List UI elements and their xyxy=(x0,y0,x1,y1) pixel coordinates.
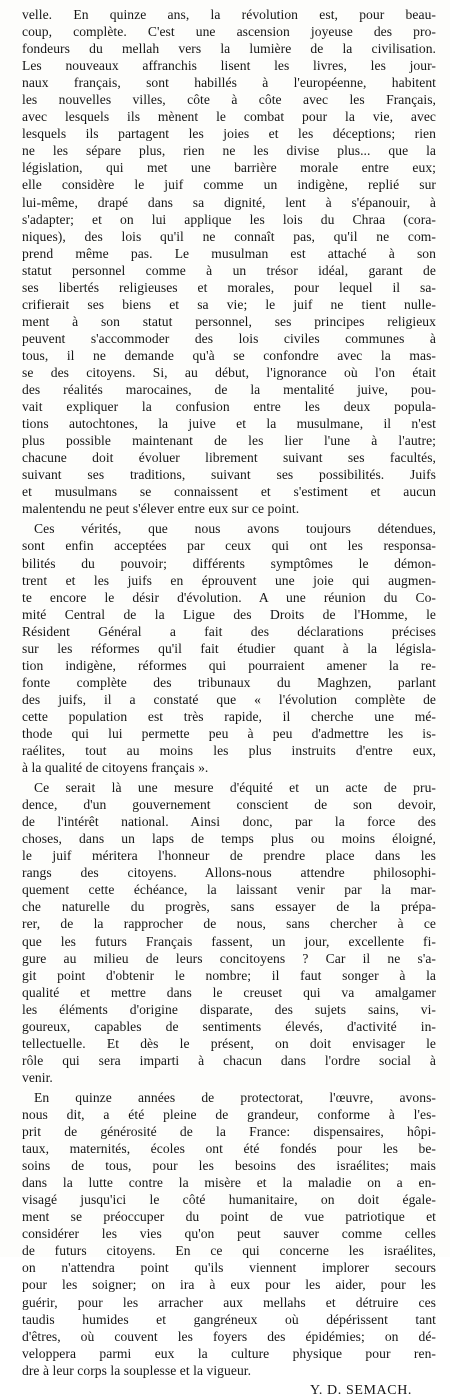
text-line: Résident Général a fait des déclarations précises xyxy=(22,623,436,639)
text-line: ment se préoccuper du point de vue patriotique et xyxy=(22,1209,436,1225)
paragraph xyxy=(22,1089,436,1379)
text-line: visagé jusqu'ici le côté humanitaire, on doit égale- xyxy=(22,1192,436,1208)
text-line: bilités du pouvoir; différents symptômes le démon- xyxy=(22,555,436,571)
text-line: te encore le désir d'évolution. A une réunion du Co- xyxy=(22,589,436,605)
text-line: qualité et mettre dans le creuset qui va amalgamer xyxy=(22,984,436,1000)
text-line: soins de tous, pour les besoins des israélites; mais xyxy=(22,1158,436,1174)
text-line: de futurs citoyens. En ce qui concerne les israélites, xyxy=(22,1243,436,1259)
text-line: thode qui lui permette peu à peu d'admettre les is- xyxy=(22,725,436,741)
text-line: trent et les juifs en éprouvent une joie qui augmen- xyxy=(22,572,436,588)
text-line: venir. xyxy=(22,1069,53,1085)
text-line: rôle qui sera imparti à chacun dans l'ordre social à xyxy=(22,1052,436,1068)
text-line: se des citoyens. Si, au début, l'ignorance où l'on était xyxy=(22,364,436,380)
text-line: cette population est très rapide, il cherche une mé- xyxy=(22,708,436,724)
text-line: gure au milieu de leurs concitoyens ? Car il ne s'a- xyxy=(22,950,436,966)
text-line: peuvent s'accommoder des lois civiles communes à xyxy=(22,330,436,346)
text-line: rer, de la rapprocher de nous, sans chercher à ce xyxy=(22,916,436,932)
text-line: lesquels ils partagent les joies et les déceptions; rien xyxy=(22,126,436,142)
text-line: statut personnel comme à un trésor idéal, garant de xyxy=(22,262,436,278)
text-line: le juif méritera l'honneur de prendre place dans les xyxy=(22,848,436,864)
text-line: à la qualité de citoyens français ». xyxy=(22,760,209,776)
text-line: s'adapter; et on lui applique les lois du Chraa (cora- xyxy=(22,211,436,227)
text-line: sont enfin acceptées par ceux qui ont les responsa- xyxy=(22,538,436,554)
paragraph xyxy=(22,520,436,776)
text-line: les nouvelles villes, côte à côte avec les Français, xyxy=(22,92,436,108)
text-line: dence, d'un gouvernement conscient de son devoir, xyxy=(22,797,436,813)
article-column xyxy=(22,6,436,1379)
text-line: prit de générosité de la France: dispensaires, hôpi- xyxy=(22,1124,436,1140)
text-line: coup, complète. C'est une ascension joyeuse des pro- xyxy=(22,24,436,40)
paragraph xyxy=(22,779,436,1086)
text-line: dans la lutte contre la misère et la maladie on a en- xyxy=(22,1175,436,1191)
text-line: fonte complète des tribunaux du Maghzen, parlant xyxy=(22,674,436,690)
text-line: pour les soigner; on ira à eux pour les aider, pour les xyxy=(22,1277,436,1293)
text-line: raélites, tout au moins les plus instruits d'entre eux, xyxy=(22,743,436,759)
text-line: ses libertés religieuses et morales, pour lequel il sa- xyxy=(22,279,436,295)
text-line: ment à son statut personnel, ses principes religieux xyxy=(22,313,436,329)
text-line: malentendu ne peut s'élever entre eux sur ce point. xyxy=(22,501,300,517)
text-line: Ces vérités, que nous avons toujours détendues, xyxy=(34,521,436,537)
text-line: Ce serait là une mesure d'équité et un acte de pru- xyxy=(34,780,436,796)
text-line: lui-même, drapé dans sa dignité, lent à s'épanouir, à xyxy=(22,194,436,210)
text-line: niques), des lois qu'il ne connaît pas, qu'il ne com- xyxy=(22,228,436,244)
text-line: dre à leur corps la souplesse et la vigueur. xyxy=(22,1362,252,1378)
text-line: que les futurs Français fassent, un jour, excellente fi- xyxy=(22,933,436,949)
text-line: elle considère le juif comme un indigène, replié sur xyxy=(22,177,436,193)
text-line: avec lesquels ils mènent le combat pour la vie, avec xyxy=(22,109,436,125)
text-line: et musulmans se connaissent et s'estiment et aucun xyxy=(22,484,436,500)
text-line: considérer les vies qu'on peut sauver comme celles xyxy=(22,1226,436,1242)
paragraph xyxy=(22,6,436,517)
text-line: quement cette échéance, la laissant venir par la mar- xyxy=(22,882,436,898)
text-line: on n'attendra point qu'ils viennent implorer secours xyxy=(22,1260,436,1276)
text-line: chacune doit évoluer librement suivant ses facultés, xyxy=(22,450,436,466)
text-line: taux, maternités, écoles ont été fondés pour les be- xyxy=(22,1141,436,1157)
text-line: guérir, pour les arracher aux mellahs et détruire ces xyxy=(22,1294,436,1310)
text-line: législation, qui met une barrière morale entre eux; xyxy=(22,160,436,176)
text-line: rangs des citoyens. Allons-nous attendre philosophi- xyxy=(22,865,436,881)
text-line: ne les sépare plus, rien ne les divise plus... que la xyxy=(22,143,436,159)
text-line: En quinze années de protectorat, l'œuvre, avons- xyxy=(34,1089,436,1105)
text-line: tion indigène, réformes qui pourraient amener la re- xyxy=(22,657,436,673)
text-line: che naturelle du progrès, sans essayer de la prépa- xyxy=(22,899,436,915)
text-line: tellectuelle. Et dès le présent, on doit envisager le xyxy=(22,1035,436,1051)
text-line: suivant ses traditions, suivant ses possibilités. Juifs xyxy=(22,467,436,483)
text-line: des réalités marocaines, de la mentalité juive, pou- xyxy=(22,382,436,398)
text-line: mité Central de la Ligue des Droits de l'Homme, le xyxy=(22,606,436,622)
text-line: veloppera parmi eux la culture physique pour ren- xyxy=(22,1345,436,1361)
text-line: choses, dans un laps de temps plus ou moins éloigné, xyxy=(22,831,436,847)
text-line: les éléments d'origine disparate, des sujets sains, vi- xyxy=(22,1001,436,1017)
text-line: d'êtres, où couvent les foyers des épidémies; on dé- xyxy=(22,1328,436,1344)
text-line: des juifs, il a constaté que « l'évolution complète de xyxy=(22,691,436,707)
author-signature: Y. D. SEMACH. xyxy=(309,1382,412,1398)
text-line: nous dit, a été pleine de grandeur, conforme à l'es- xyxy=(22,1107,436,1122)
text-line: prend même pas. Le musulman est attaché à son xyxy=(22,245,436,261)
text-line: goureux, capables de sentiments élevés, d'activité in- xyxy=(22,1018,436,1034)
text-line: crifierait ses biens et sa vie; le juif ne tient nulle- xyxy=(22,296,436,312)
text-line: plus possible maintenant de les lier l'une à l'autre; xyxy=(22,433,436,449)
text-line: velle. En quinze ans, la révolution est, pour beau- xyxy=(22,7,436,22)
text-line: sur les réformes qu'il fait étudier quant à la législa- xyxy=(22,640,436,656)
text-line: taudis humides et gangréneux où dépérissent tant xyxy=(22,1311,436,1327)
text-line: naux français, sont habillés à l'européenne, habitent xyxy=(22,75,436,91)
text-line: de l'intérêt national. Ainsi donc, par la force des xyxy=(22,814,436,830)
text-line: Les nouveaux affranchis lisent les livres, les jour- xyxy=(22,58,436,74)
text-line: vait expliquer la confusion entre les deux popula- xyxy=(22,399,436,415)
text-line: tous, il ne demande qu'à se confondre avec la mas- xyxy=(22,347,436,363)
text-line: fondeurs du mellah vers la lumière de la civilisation. xyxy=(22,41,436,57)
text-line: git point d'obtenir le nombre; il faut songer à la xyxy=(22,967,436,983)
text-line: tions autochtones, la juive et la musulmane, il n'est xyxy=(22,416,436,432)
